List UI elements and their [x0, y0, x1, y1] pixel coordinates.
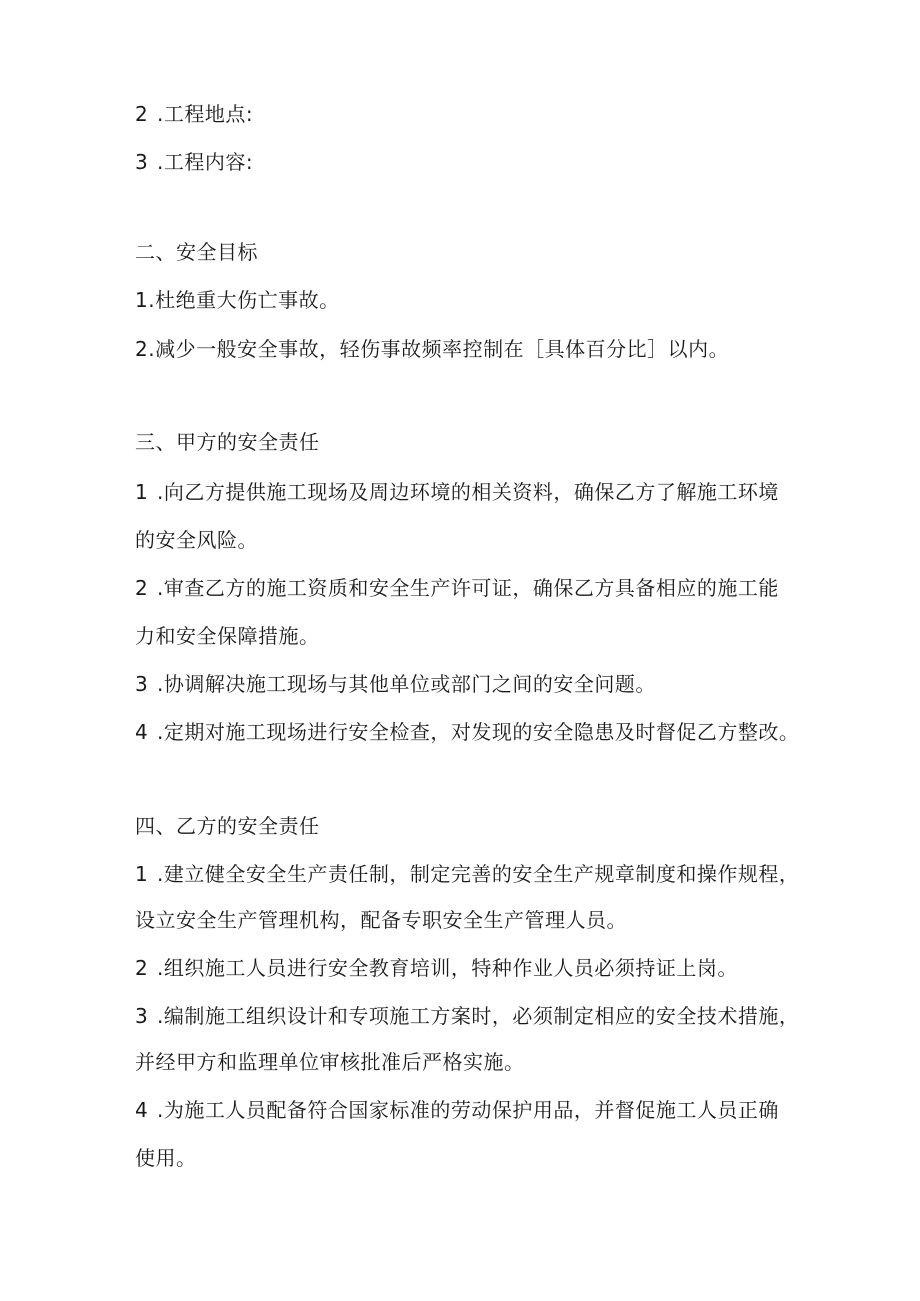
party-b-item-4: 4 .为施工人员配备符合国家标准的劳动保护用品，并督促施工人员正确	[135, 1098, 779, 1122]
party-b-item-2: 2 .组织施工人员进行安全教育培训，特种作业人员必须持证上岗。	[135, 956, 738, 980]
safety-goal-item-1: 1.杜绝重大伤亡事故。	[135, 288, 340, 312]
safety-goal-item-2: 2.减少一般安全事故，轻伤事故频率控制在［具体百分比］以内。	[135, 337, 730, 361]
party-b-item-1: 1 .建立健全安全生产责任制，制定完善的安全生产规章制度和操作规程，	[135, 862, 800, 886]
party-b-item-4-cont: 使用。	[135, 1146, 197, 1170]
party-b-item-1-cont: 设立安全生产管理机构，配备专职安全生产管理人员。	[135, 908, 627, 932]
section-heading-party-b: 四、乙方的安全责任	[135, 814, 320, 838]
party-a-item-4: 4 .定期对施工现场进行安全检查，对发现的安全隐患及时督促乙方整改。	[135, 720, 800, 744]
party-a-item-1: 1 .向乙方提供施工现场及周边环境的相关资料，确保乙方了解施工环境	[135, 480, 779, 504]
party-b-item-3: 3 .编制施工组织设计和专项施工方案时，必须制定相应的安全技术措施，	[135, 1004, 800, 1028]
party-a-item-2: 2 .审查乙方的施工资质和安全生产许可证，确保乙方具备相应的施工能	[135, 576, 779, 600]
party-b-item-3-cont: 并经甲方和监理单位审核批准后严格实施。	[135, 1050, 525, 1074]
section-heading-safety-goals: 二、安全目标	[135, 240, 258, 264]
project-content-line: 3 .工程内容:	[135, 150, 254, 174]
project-location-line: 2 .工程地点:	[135, 102, 254, 126]
party-a-item-2-cont: 力和安全保障措施。	[135, 624, 320, 648]
section-heading-party-a: 三、甲方的安全责任	[135, 430, 320, 454]
party-a-item-1-cont: 的安全风险。	[135, 528, 258, 552]
party-a-item-3: 3 .协调解决施工现场与其他单位或部门之间的安全问题。	[135, 672, 656, 696]
